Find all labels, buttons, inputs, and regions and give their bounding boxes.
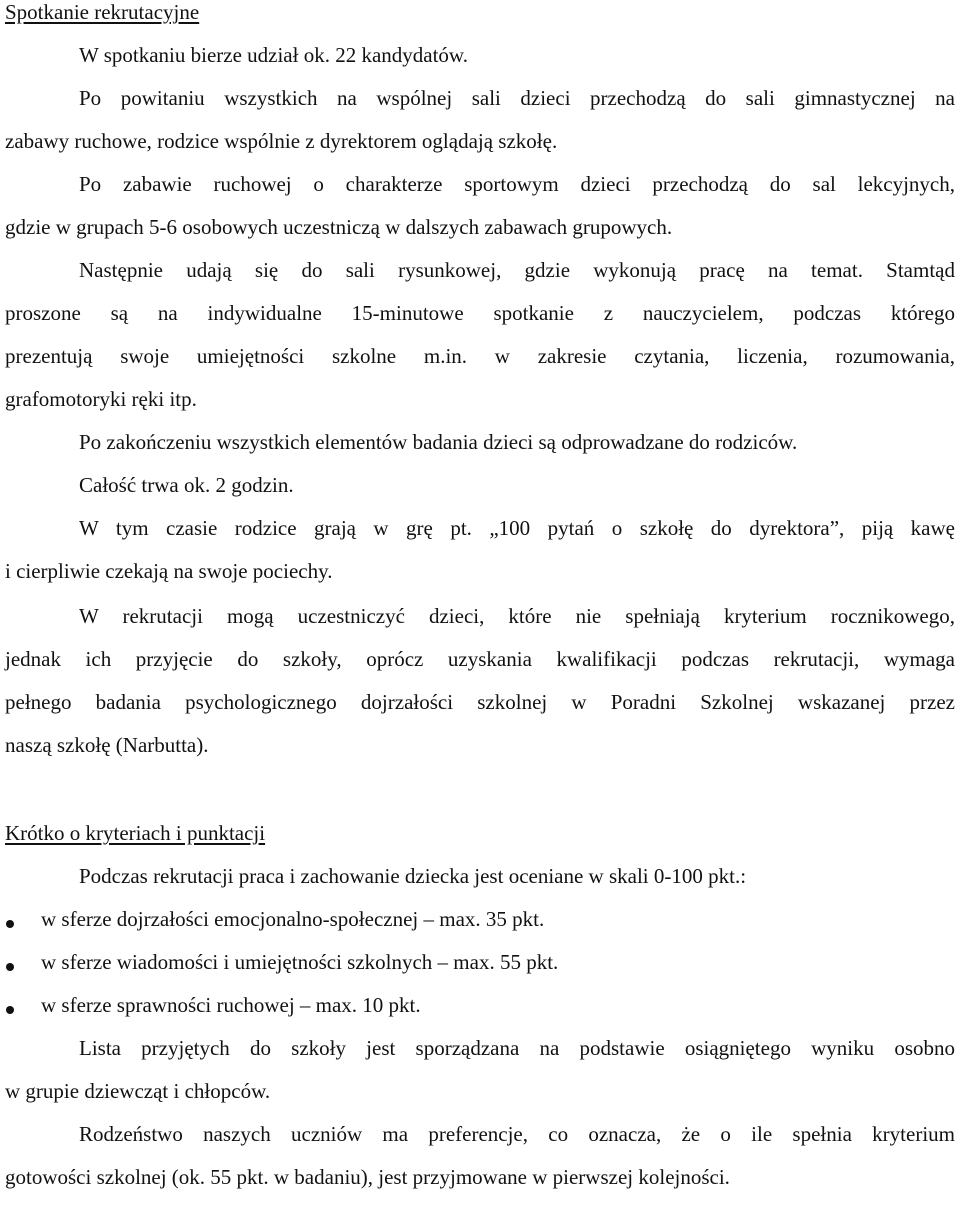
paragraph-line: i cierpliwie czekają na swoje pociechy. bbox=[5, 559, 333, 583]
paragraph-line: Podczas rekrutacji praca i zachowanie dziecka jest oceniane w skali 0-100 pkt.: bbox=[79, 864, 747, 888]
paragraph-line: grafomotoryki ręki itp. bbox=[5, 387, 197, 411]
paragraph-line: proszone są na indywidualne 15-minutowe spotkanie z nauczycielem, podczas którego bbox=[5, 301, 955, 325]
bullet-icon bbox=[6, 963, 14, 971]
paragraph-line: Rodzeństwo naszych uczniów ma preferencje, co oznacza, że o ile spełnia kryterium bbox=[79, 1122, 955, 1146]
paragraph-line: pełnego badania psychologicznego dojrzałości szkolnej w Poradni Szkolnej wskazanej przez bbox=[5, 690, 955, 714]
paragraph-line: Po zakończeniu wszystkich elementów badania dzieci są odprowadzane do rodziców. bbox=[79, 430, 798, 454]
section-heading-recruitment-meeting: Spotkanie rekrutacyjne bbox=[5, 0, 200, 24]
paragraph-line: gotowości szkolnej (ok. 55 pkt. w badaniu), jest przyjmowane w pierwszej kolejności. bbox=[5, 1165, 730, 1189]
list-item-text: w sferze dojrzałości emocjonalno-społecznej – max. 35 pkt. bbox=[41, 907, 545, 931]
bullet-icon bbox=[6, 1006, 14, 1014]
paragraph-line: Po powitaniu wszystkich na wspólnej sali dzieci przechodzą do sali gimnastycznej na bbox=[79, 86, 955, 110]
paragraph-line: w grupie dziewcząt i chłopców. bbox=[5, 1079, 271, 1103]
paragraph-line: W tym czasie rodzice grają w grę pt. „100 pytań o szkołę do dyrektora”, piją kawę bbox=[79, 516, 955, 540]
paragraph-line: Po zabawie ruchowej o charakterze sportowym dzieci przechodzą do sal lekcyjnych, bbox=[79, 172, 955, 196]
paragraph-line: W rekrutacji mogą uczestniczyć dzieci, które nie spełniają kryterium rocznikowego, bbox=[79, 604, 955, 628]
paragraph-line: zabawy ruchowe, rodzice wspólnie z dyrektorem oglądają szkołę. bbox=[5, 129, 558, 153]
paragraph-line: prezentują swoje umiejętności szkolne m.in. w zakresie czytania, liczenia, rozumowania, bbox=[5, 344, 955, 368]
paragraph-line: W spotkaniu bierze udział ok. 22 kandydatów. bbox=[79, 43, 468, 67]
paragraph-line: gdzie w grupach 5-6 osobowych uczestniczą w dalszych zabawach grupowych. bbox=[5, 215, 673, 239]
paragraph-line: Całość trwa ok. 2 godzin. bbox=[79, 473, 294, 497]
paragraph-line: Następnie udają się do sali rysunkowej, gdzie wykonują pracę na temat. Stamtąd bbox=[79, 258, 955, 282]
list-item-text: w sferze wiadomości i umiejętności szkolnych – max. 55 pkt. bbox=[41, 950, 559, 974]
bullet-icon bbox=[6, 920, 14, 928]
paragraph-line: Lista przyjętych do szkoły jest sporządzana na podstawie osiągniętego wyniku osobno bbox=[79, 1036, 955, 1060]
list-item-text: w sferze sprawności ruchowej – max. 10 pkt. bbox=[41, 993, 421, 1017]
section-heading-criteria: Krótko o kryteriach i punktacji bbox=[5, 821, 266, 845]
paragraph-line: naszą szkołę (Narbutta). bbox=[5, 733, 209, 757]
paragraph-line: jednak ich przyjęcie do szkoły, oprócz uzyskania kwalifikacji podczas rekrutacji, wymaga bbox=[5, 647, 955, 671]
